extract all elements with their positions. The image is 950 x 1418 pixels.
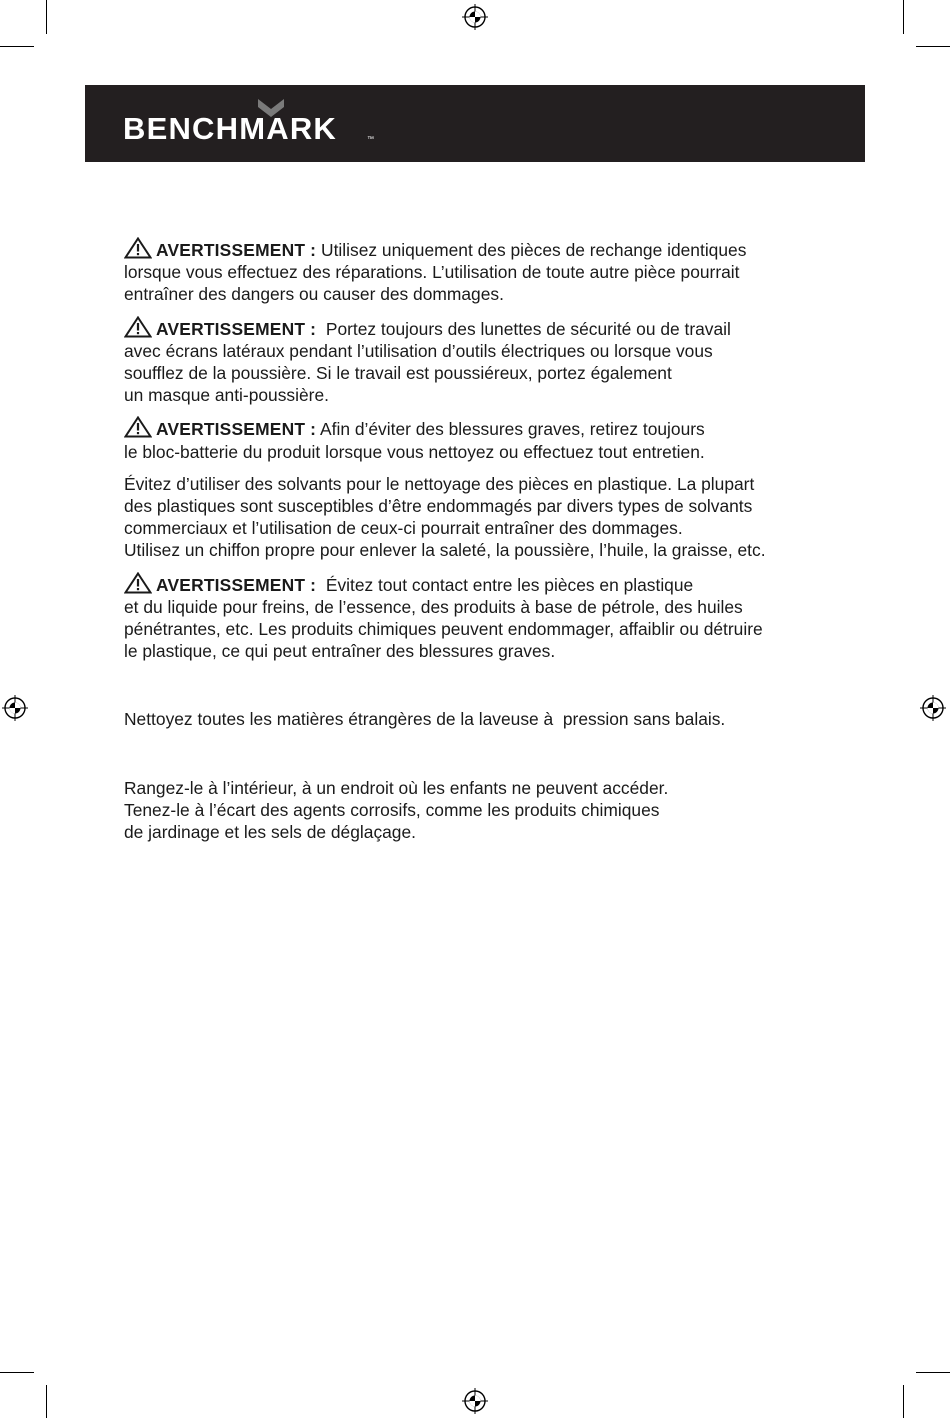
- warning-triangle-icon: [124, 316, 152, 338]
- storage-text: Tenez-le à l’écart des agents corrosifs, comme les produits chimiques: [124, 799, 660, 820]
- warning-text: Évitez tout contact entre les pièces en plastique: [325, 574, 694, 595]
- warning-text: Afin d’éviter des blessures graves, retirez toujours: [320, 419, 705, 440]
- warning-label: AVERTISSEMENT :: [156, 318, 317, 339]
- logo-text: BENCHMARK: [123, 111, 338, 146]
- crop-mark: [46, 0, 47, 34]
- warning-label: AVERTISSEMENT :: [156, 240, 317, 260]
- warning-paragraph: [124, 316, 844, 407]
- warning-paragraph: [124, 572, 844, 663]
- warning-triangle-icon: [124, 572, 152, 594]
- brand-logo: [123, 95, 423, 156]
- crop-mark: [903, 1385, 904, 1418]
- warning-text: pénétrantes, etc. Les produits chimiques peuvent endommager, affaiblir ou détruire: [124, 619, 763, 640]
- warning-label: AVERTISSEMENT :: [156, 574, 317, 595]
- warning-text: Utilisez uniquement des pièces de rechange identiques: [321, 240, 747, 260]
- storage-text: Rangez-le à l’intérieur, à un endroit où les enfants ne peuvent accéder.: [124, 777, 669, 798]
- warning-label: AVERTISSEMENT :: [156, 419, 317, 440]
- note-text: des plastiques sont susceptibles d’être endommagés par divers types de solvants: [124, 496, 753, 517]
- maintenance-content: [124, 237, 844, 853]
- crop-mark: [46, 1385, 47, 1418]
- note-text: Évitez d’utiliser des solvants pour le nettoyage des pièces en plastique. La plupart: [124, 473, 755, 494]
- solvents-note: [124, 473, 844, 562]
- warning-text: soufflez de la poussière. Si le travail est poussiéreux, portez également: [124, 363, 672, 384]
- registration-mark-icon: [462, 4, 488, 30]
- warning-text: et du liquide pour freins, de l’essence, des produits à base de pétrole, des huiles: [124, 596, 743, 617]
- registration-mark-icon: [2, 695, 28, 721]
- header-bar: [85, 85, 865, 162]
- note-text: commerciaux et l’utilisation de ceux-ci pourrait entraîner des dommages.: [124, 518, 683, 539]
- cleaning-text: Nettoyez toutes les matières étrangères de la laveuse à pression sans balais.: [124, 709, 726, 730]
- warning-text: le bloc-batterie du produit lorsque vous nettoyez ou effectuez tout entretien.: [124, 441, 705, 462]
- registration-mark-icon: [920, 695, 946, 721]
- warning-text: un masque anti-poussière.: [124, 385, 329, 406]
- storage-paragraph: [124, 777, 844, 844]
- warning-paragraph: [124, 416, 844, 462]
- crop-mark: [916, 46, 950, 47]
- warning-triangle-icon: [124, 416, 152, 438]
- storage-text: de jardinage et les sels de déglaçage.: [124, 822, 416, 843]
- warning-text: le plastique, ce qui peut entraîner des blessures graves.: [124, 641, 556, 662]
- cleaning-paragraph: [124, 708, 844, 730]
- note-text: Utilisez un chiffon propre pour enlever la saleté, la poussière, l’huile, la graisse, etc.: [124, 540, 766, 561]
- warning-text: lorsque vous effectuez des réparations. L’utilisation de toute autre pièce pourrait: [124, 262, 740, 283]
- crop-mark: [0, 46, 34, 47]
- warning-text: entraîner des dangers ou causer des dommages.: [124, 284, 504, 305]
- crop-mark: [0, 1372, 34, 1373]
- warning-text: Portez toujours des lunettes de sécurité ou de travail: [325, 318, 731, 339]
- crop-mark: [903, 0, 904, 34]
- warning-text: avec écrans latéraux pendant l’utilisation d’outils électriques ou lorsque vous: [124, 340, 713, 361]
- registration-mark-icon: [462, 1388, 488, 1414]
- warning-paragraph: [124, 237, 844, 306]
- crop-mark: [916, 1372, 950, 1373]
- trademark-symbol: ™: [367, 136, 374, 143]
- warning-triangle-icon: [124, 237, 152, 259]
